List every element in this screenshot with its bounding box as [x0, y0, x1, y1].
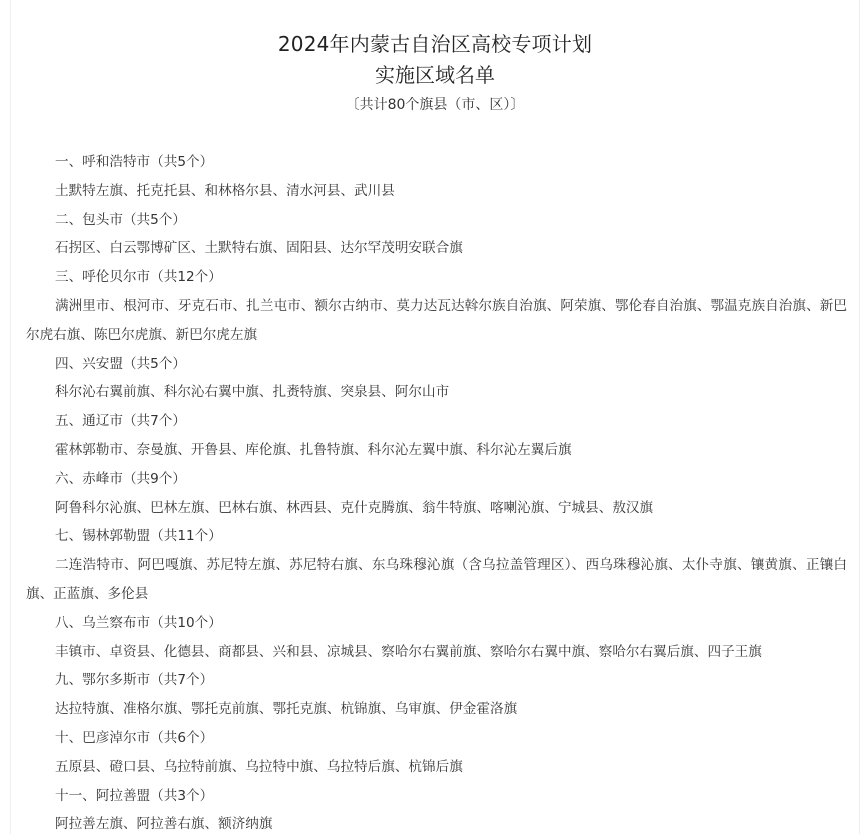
region-list-bayannur: 五原县、磴口县、乌拉特前旗、乌拉特中旗、乌拉特后旗、杭锦后旗 — [55, 758, 463, 775]
region-heading-bayannur: 十、巴彦淖尔市（共6个） — [55, 729, 214, 746]
region-list-hohhot: 土默特左旗、托克托县、和林格尔县、清水河县、武川县 — [55, 182, 395, 199]
region-list-ordos: 达拉特旗、准格尔旗、鄂托克前旗、鄂托克旗、杭锦旗、乌审旗、伊金霍洛旗 — [55, 701, 518, 718]
region-list-xilingol: 二连浩特市、阿巴嘎旗、苏尼特左旗、苏尼特右旗、东乌珠穆沁旗（含乌拉盖管理区）、西乌珠穆沁旗、太仆寺旗、镶黄旗、正镶白旗、正蓝旗、多伦县 — [26, 557, 847, 602]
region-heading-xilingol: 七、锡林郭勒盟（共11个） — [55, 528, 222, 545]
region-list-ulanqab: 丰镇市、卓资县、化德县、商都县、兴和县、凉城县、察哈尔右翼前旗、察哈尔右翼中旗、察哈尔右翼后旗、四子王旗 — [55, 643, 762, 660]
document-page — [10, 0, 860, 834]
region-heading-baotou: 二、包头市（共5个） — [55, 211, 186, 228]
region-list — [26, 148, 847, 839]
document-title-line1: 2024年内蒙古自治区高校专项计划 — [277, 32, 593, 56]
region-list-tongliao: 霍林郭勒市、奈曼旗、开鲁县、库伦旗、扎鲁特旗、科尔沁左翼中旗、科尔沁左翼后旗 — [55, 441, 572, 458]
region-heading-alxa: 十一、阿拉善盟（共3个） — [55, 787, 214, 804]
region-list-baotou: 石拐区、白云鄂博矿区、土默特右旗、固阳县、达尔罕茂明安联合旗 — [55, 240, 463, 257]
region-heading-hohhot: 一、呼和浩特市（共5个） — [55, 154, 214, 170]
region-heading-hulunbuir: 三、呼伦贝尔市（共12个） — [55, 269, 222, 286]
region-heading-tongliao: 五、通辽市（共7个） — [55, 413, 186, 430]
document-header — [11, 0, 859, 116]
region-heading-hinggan: 四、兴安盟（共5个） — [55, 355, 186, 372]
region-list-alxa: 阿拉善左旗、阿拉善右旗、额济纳旗 — [55, 816, 273, 833]
document-subtitle: 〔共计80个旗县（市、区）〕 — [345, 97, 525, 113]
region-list-hinggan: 科尔沁右翼前旗、科尔沁右翼中旗、扎赉特旗、突泉县、阿尔山市 — [55, 384, 450, 401]
document-title-line2: 实施区域名单 — [375, 63, 495, 87]
region-heading-ulanqab: 八、乌兰察布市（共10个） — [55, 614, 222, 631]
region-list-chifeng: 阿鲁科尔沁旗、巴林左旗、巴林右旗、林西县、克什克腾旗、翁牛特旗、喀喇沁旗、宁城县、敖汉旗 — [55, 499, 654, 516]
region-heading-ordos: 九、鄂尔多斯市（共7个） — [55, 672, 214, 689]
region-heading-chifeng: 六、赤峰市（共9个） — [55, 470, 186, 487]
region-list-hulunbuir: 满洲里市、根河市、牙克石市、扎兰屯市、额尔古纳市、莫力达瓦达斡尔族自治旗、阿荣旗、鄂伦春自治旗、鄂温克族自治旗、新巴尔虎右旗、陈巴尔虎旗、新巴尔虎左旗 — [26, 297, 847, 343]
